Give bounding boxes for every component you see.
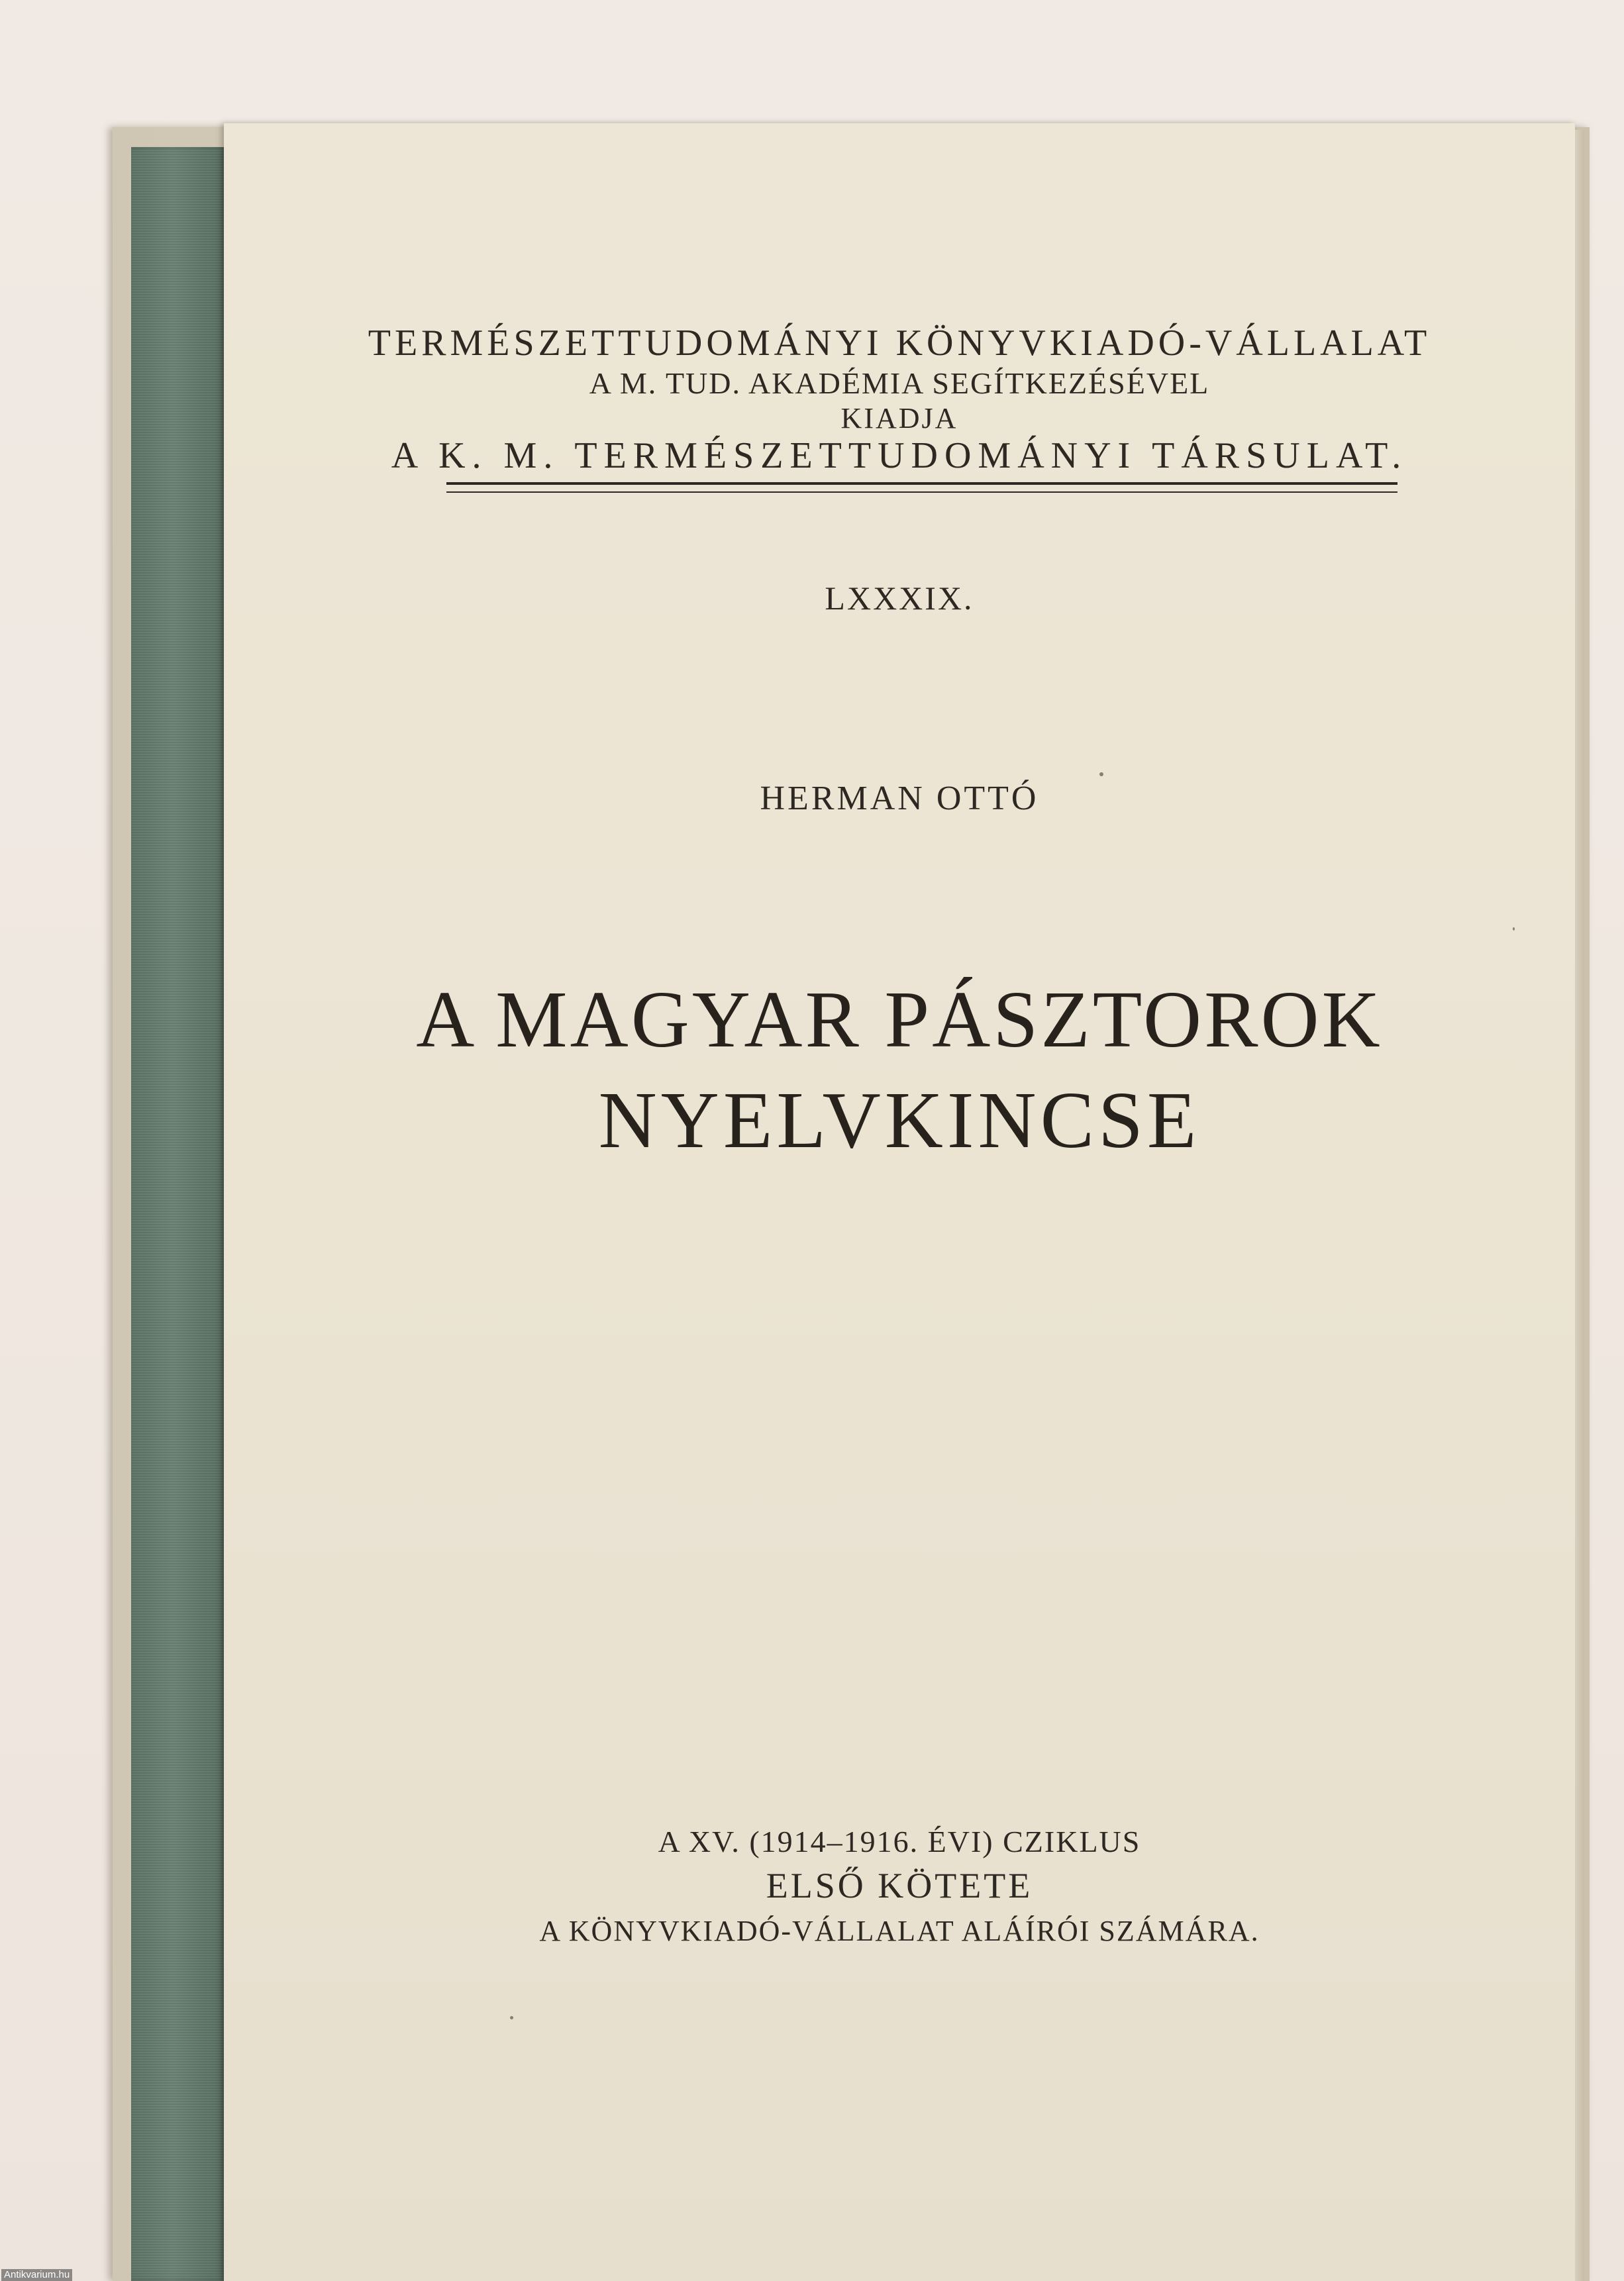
- society-line: A K. M. TERMÉSZETTUDOMÁNYI TÁRSULAT.: [391, 435, 1408, 476]
- page-edge: [1575, 130, 1584, 2281]
- subscribers-line: A KÖNYVKIADÓ-VÁLLALAT ALÁÍRÓI SZÁMÁRA.: [539, 1915, 1260, 1947]
- paper-speck: [1513, 927, 1515, 931]
- header-rule-thin: [446, 491, 1397, 493]
- cycle-line: A XV. (1914–1916. ÉVI) CZIKLUS: [658, 1825, 1141, 1858]
- book-spine-cloth: [131, 147, 224, 2281]
- series-number: LXXXIX.: [825, 580, 974, 617]
- watermark-text: Antikvarium.hu: [1, 2269, 72, 2281]
- academy-line: A M. TUD. AKADÉMIA SEGÍTKEZÉSÉVEL: [589, 366, 1210, 400]
- title-page-content: [224, 123, 1575, 2281]
- book-title-line-2: NYELVKINCSE: [598, 1076, 1201, 1165]
- book-title-line-1: A MAGYAR PÁSZTOROK: [416, 975, 1383, 1064]
- header-rule-thick: [446, 482, 1397, 485]
- kiadja-line: KIADJA: [840, 402, 958, 434]
- publisher-line: TERMÉSZETTUDOMÁNYI KÖNYVKIADÓ-VÁLLALAT: [368, 323, 1431, 364]
- paper-speck: [510, 2016, 513, 2019]
- paper-speck: [1099, 772, 1103, 776]
- author-name: HERMAN OTTÓ: [760, 780, 1039, 817]
- volume-line: ELSŐ KÖTETE: [766, 1866, 1033, 1905]
